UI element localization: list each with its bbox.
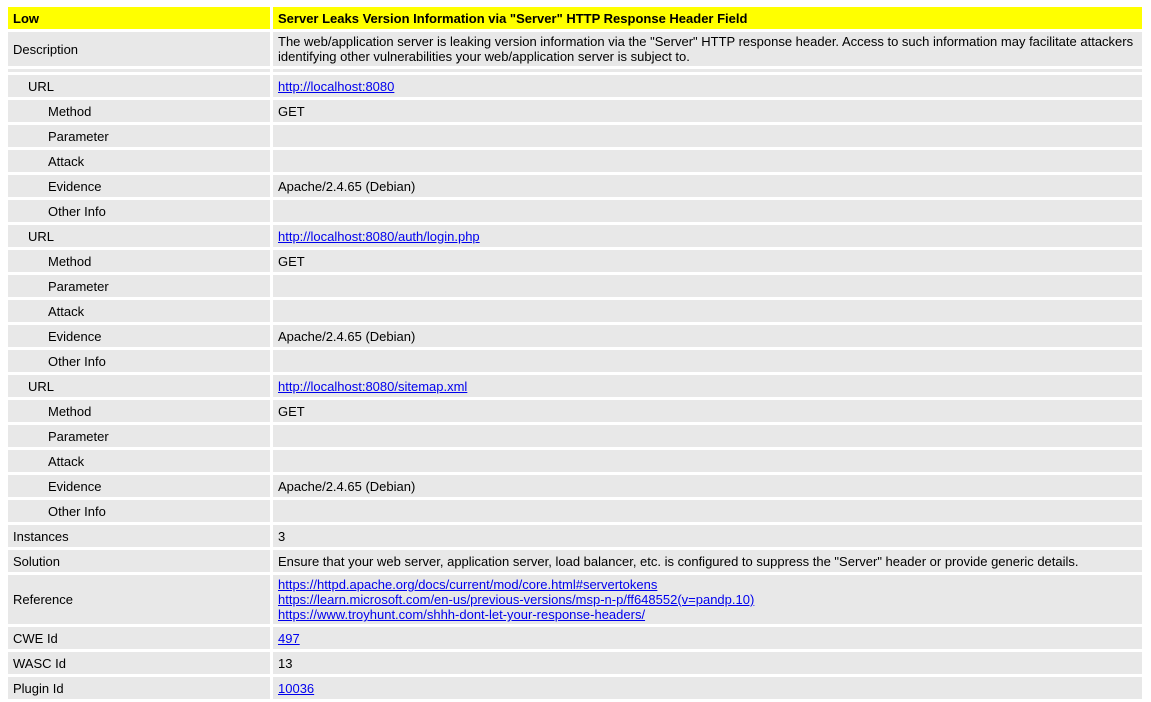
parameter-label: Parameter [8,275,270,297]
alert-title: Server Leaks Version Information via "Server" HTTP Response Header Field [273,7,1142,29]
description-text: The web/application server is leaking version information via the "Server" HTTP response header. Access to such information may facilitate attackers identifying other vulnerabilities your web/application server is subject to. [273,32,1142,66]
alert-header-row [8,7,1142,29]
instance-parameter-row [8,275,1142,297]
plugin-id-link[interactable]: 10036 [278,680,315,696]
other-info-label: Other Info [8,500,270,522]
method-label: Method [8,400,270,422]
other-info-label: Other Info [8,200,270,222]
wasc-id-value: 13 [273,652,1142,674]
instance-parameter-row [8,425,1142,447]
instance-attack-row [8,150,1142,172]
parameter-label: Parameter [8,125,270,147]
instance-other-info-row [8,200,1142,222]
instance-method-row [8,250,1142,272]
url-label: URL [8,225,270,247]
attack-label: Attack [8,450,270,472]
method-value: GET [273,250,1142,272]
instances-row [8,525,1142,547]
cwe-id-row [8,627,1142,649]
plugin-id-row [8,677,1142,699]
instance-url-link[interactable]: http://localhost:8080/sitemap.xml [278,378,468,394]
attack-label: Attack [8,300,270,322]
instance-url-link[interactable]: http://localhost:8080/auth/login.php [278,228,480,244]
parameter-label: Parameter [8,425,270,447]
spacer-cell [273,69,1142,72]
risk-level: Low [8,7,270,29]
instance-url-link[interactable]: http://localhost:8080 [278,78,395,94]
url-label: URL [8,75,270,97]
other-info-value [273,350,1142,372]
method-value: GET [273,400,1142,422]
attack-value [273,150,1142,172]
attack-value [273,450,1142,472]
instance-evidence-row [8,475,1142,497]
instance-attack-row [8,450,1142,472]
method-value: GET [273,100,1142,122]
instances-label: Instances [8,525,270,547]
plugin-id-cell [273,677,1142,699]
parameter-value [273,425,1142,447]
instance-evidence-row [8,325,1142,347]
instance-other-info-row [8,500,1142,522]
alert-detail-table [5,4,1145,702]
instance-method-row [8,400,1142,422]
evidence-value: Apache/2.4.65 (Debian) [273,475,1142,497]
instance-parameter-row [8,125,1142,147]
reference-row [8,575,1142,624]
evidence-label: Evidence [8,325,270,347]
parameter-value [273,275,1142,297]
wasc-id-row [8,652,1142,674]
plugin-id-label: Plugin Id [8,677,270,699]
reference-label: Reference [8,575,270,624]
reference-link[interactable]: https://www.troyhunt.com/shhh-dont-let-your-response-headers/ [278,607,646,622]
evidence-label: Evidence [8,175,270,197]
other-info-value [273,200,1142,222]
solution-row [8,550,1142,572]
instance-attack-row [8,300,1142,322]
spacer-cell [8,69,270,72]
url-cell [273,75,1142,97]
cwe-id-cell [273,627,1142,649]
instance-other-info-row [8,350,1142,372]
attack-value [273,300,1142,322]
url-label: URL [8,375,270,397]
instance-url-row [8,75,1142,97]
instance-url-row [8,375,1142,397]
attack-label: Attack [8,150,270,172]
instance-evidence-row [8,175,1142,197]
solution-label: Solution [8,550,270,572]
evidence-label: Evidence [8,475,270,497]
spacer-row [8,69,1142,72]
instance-url-row [8,225,1142,247]
description-row [8,32,1142,66]
wasc-id-label: WASC Id [8,652,270,674]
parameter-value [273,125,1142,147]
evidence-value: Apache/2.4.65 (Debian) [273,325,1142,347]
solution-text: Ensure that your web server, application server, load balancer, etc. is configured to suppress the "Server" header or provide generic details. [273,550,1142,572]
evidence-value: Apache/2.4.65 (Debian) [273,175,1142,197]
other-info-value [273,500,1142,522]
reference-link[interactable]: https://learn.microsoft.com/en-us/previous-versions/msp-n-p/ff648552(v=pandp.10) [278,592,755,607]
cwe-id-label: CWE Id [8,627,270,649]
url-cell [273,225,1142,247]
url-cell [273,375,1142,397]
reference-link[interactable]: https://httpd.apache.org/docs/current/mod/core.html#servertokens [278,577,658,592]
description-label: Description [8,32,270,66]
method-label: Method [8,250,270,272]
method-label: Method [8,100,270,122]
cwe-id-link[interactable]: 497 [278,630,300,646]
instance-method-row [8,100,1142,122]
other-info-label: Other Info [8,350,270,372]
reference-links [273,575,1142,624]
instances-value: 3 [273,525,1142,547]
